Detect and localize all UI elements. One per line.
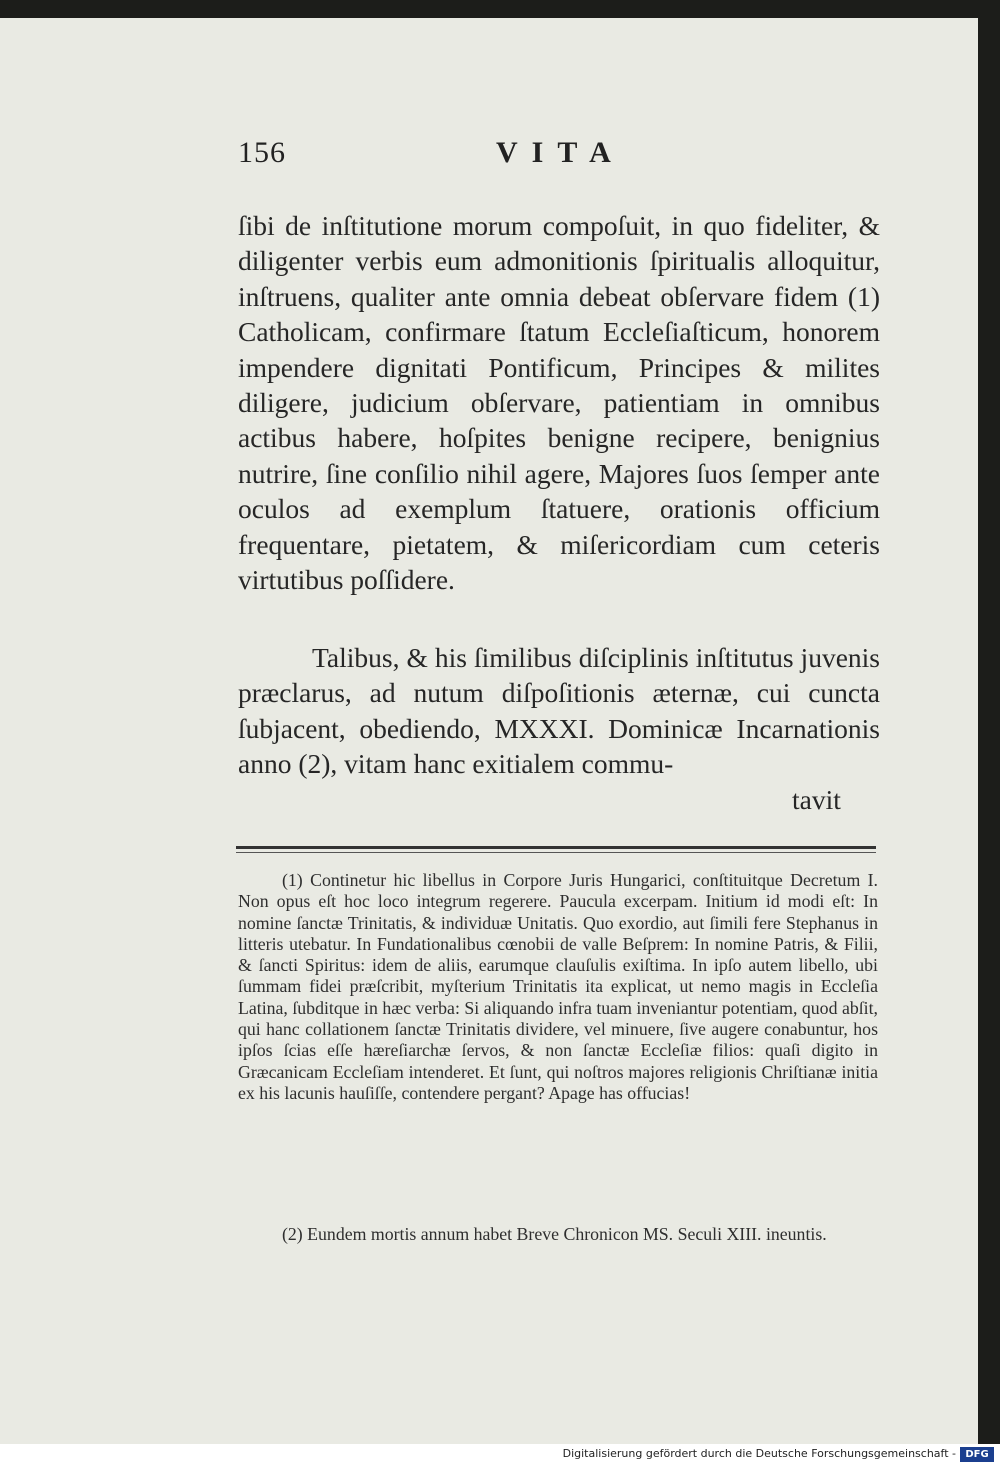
footnote-separator — [236, 846, 876, 849]
running-title: VITA — [496, 136, 625, 169]
body-paragraph-1: ſibi de inſtitutione morum compoſuit, in quo fideliter, & diligenter verbis eum admonitionis ſpiritualis alloquitur, inſtruens, qualiter ante omnia debeat obſervare fidem (1) Catholicam, confirmare ſtatum Eccleſiaſticum, honorem impendere dignitati Pontificum, Principes & milites diligere, judicium obſervare, patientiam in omnibus actibus habere, hoſpites benigne recipere, benignius nutrire, ſine conſilio nihil agere, Majores ſuos ſemper ante oculos ad exemplum ſtatuere, orationis officium frequentare, pietatem, & miſericordiam cum ceteris virtutibus poſſidere. — [238, 210, 880, 596]
body-paragraph-2: Talibus, & his ſimilibus diſciplinis inſtitutus juvenis præclarus, ad nutum diſpoſitionis æternæ, cui cuncta ſubjacent, obediendo, MXXXI. Dominicæ Incarnationis anno (2), vitam hanc exitialem commu- — [238, 642, 880, 780]
footnote-separator-thin — [236, 852, 876, 853]
footnote-1: (1) Continetur hic libellus in Corpore Juris Hungarici, conſtituitque Decretum I. Non opus eſt hoc loco integrum regerere. Paucula excerpam. Initium id modi eſt: In nomine ſanctæ Trinitatis, & individuæ Unitatis. Quo exordio, aut ſimili fere Stephanus in litteris utebatur. In Fundationalibus cœnobii de valle Beſprem: In nomine Patris, & Filii, & ſancti Spiritus: idem de aliis, earumque clauſulis exiſtima. In ipſo autem libello, ubi ſummam fidei præſcribit, myſterium Trinitatis ita explicat, ut nemo magis in Eccleſia Latina, ſubditque in hæc verba: Si aliquando infra tuam inveniantur potentiam, quod abſit, qui hanc collationem ſanctæ Trinitatis dividere, vel minuere, ſive augere conabuntur, hos ipſos ſcias eſſe hæreſiarchæ ſervos, & non ſanctæ Eccleſiæ filios: quaſi digito in Græcanicam Eccleſiam intenderet. Et ſunt, qui noſtros majores religionis Chriſtianæ initia ex his lacunis hauſiſſe, contendere pergant? Apage has offucias! — [238, 870, 878, 1103]
dfg-logo-icon: DFG — [960, 1447, 994, 1462]
footnote-2: (2) Eundem mortis annum habet Breve Chronicon MS. Seculi XIII. ineuntis. — [282, 1224, 827, 1244]
footer-credit: Digitalisierung gefördert durch die Deutsche Forschungsgemeinschaft - — [562, 1447, 956, 1460]
page-header — [238, 136, 878, 180]
footer-bar — [0, 1444, 1000, 1466]
book-page — [0, 18, 978, 1444]
page-number: 156 — [238, 136, 286, 169]
catchword: tavit — [792, 784, 841, 815]
scan-border-right — [978, 0, 1000, 1444]
scan-border-top — [0, 0, 1000, 18]
